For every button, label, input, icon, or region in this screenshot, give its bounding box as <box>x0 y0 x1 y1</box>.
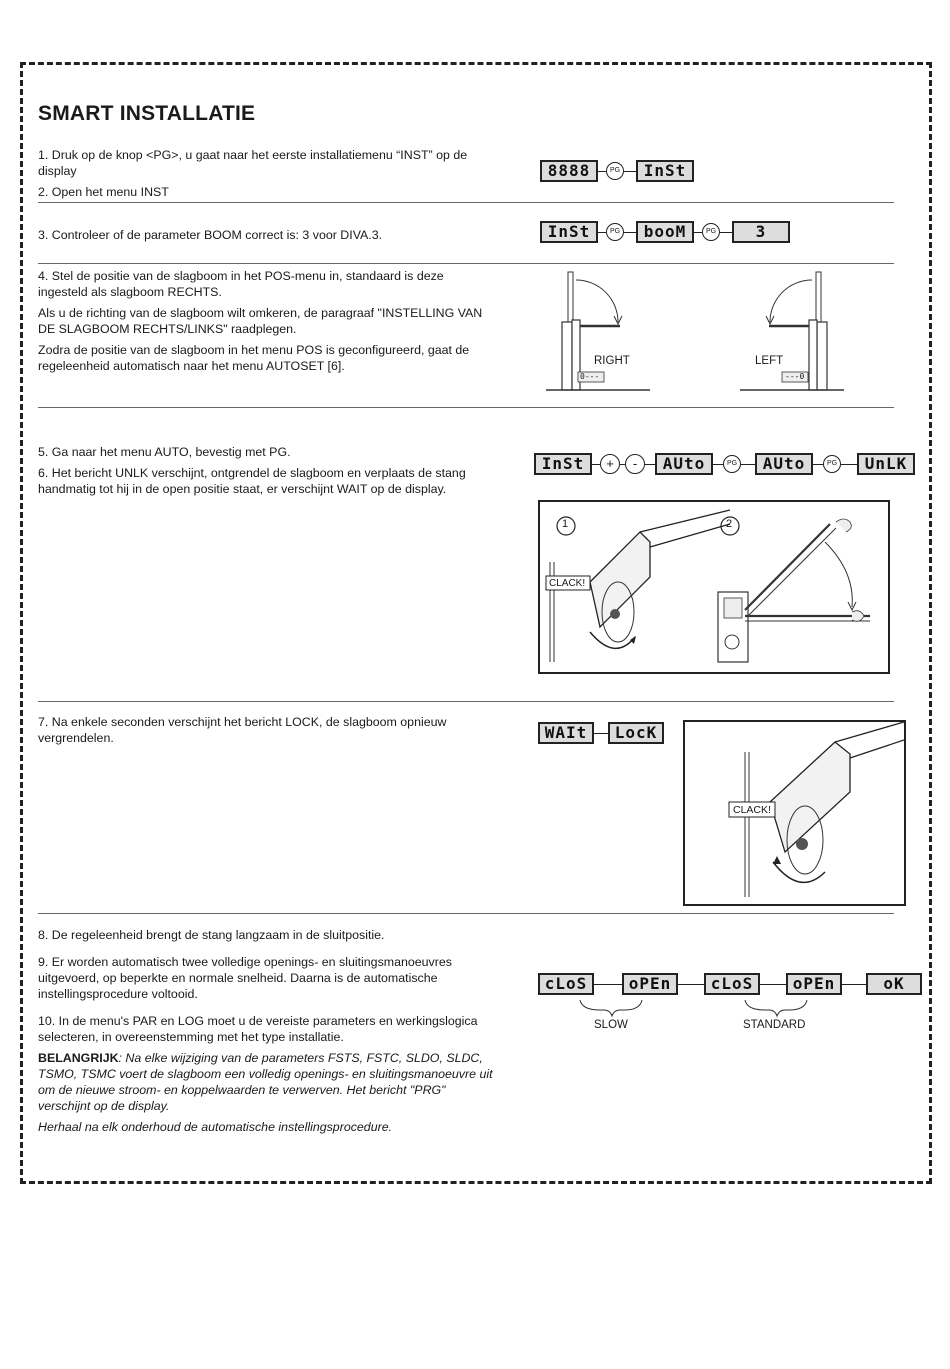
divider <box>38 202 894 203</box>
repeat-note: Herhaal na elk onderhoud de automatische instellingsprocedure. <box>38 1120 393 1134</box>
step-1-2-text <box>38 147 496 205</box>
display-clos: cLoS <box>704 973 760 995</box>
display-auto: AUto <box>755 453 813 475</box>
important-label: BELANGRIJK <box>38 1051 119 1065</box>
connector <box>720 232 732 233</box>
connector <box>594 984 622 985</box>
step-9: 9. Er worden automatisch twee volledige openings- en sluitingsmanoeuvres uitgevoerd, op beperkte en normale snelheid. Daarna is de automatische instellingsprocedure voltooid. <box>38 955 452 1001</box>
connector <box>760 984 786 985</box>
step-5: 5. Ga naar het menu AUTO, bevestig met PG. <box>38 445 291 459</box>
display-boom: booM <box>636 221 694 243</box>
display-unlk: UnLK <box>857 453 915 475</box>
scene-2-raise-boom <box>718 519 870 662</box>
right-display-value: 0--- <box>580 372 600 381</box>
connector <box>592 464 600 465</box>
connector <box>624 171 636 172</box>
connector <box>645 464 655 465</box>
connector <box>598 171 606 172</box>
step-3-text <box>38 227 496 248</box>
connector <box>624 232 636 233</box>
display-3: 3 <box>732 221 790 243</box>
unlock-illustration-panel <box>538 500 890 674</box>
step-4a: 4. Stel de positie van de slagboom in het POS-menu in, standaard is deze ingesteld als slagboom RECHTS. <box>38 269 444 299</box>
display-wait: WAIt <box>538 722 594 744</box>
divider <box>38 913 894 914</box>
display-lock: LocK <box>608 722 664 744</box>
connector <box>842 984 866 985</box>
left-label: LEFT <box>755 355 784 367</box>
connector <box>594 733 608 734</box>
step-8: 8. De regeleenheid brengt de stang langzaam in de sluitpositie. <box>38 928 385 942</box>
connector <box>841 464 857 465</box>
step-2: 2. Open het menu INST <box>38 185 169 199</box>
display-8888: 8888 <box>540 160 598 182</box>
connector <box>813 464 823 465</box>
step-7: 7. Na enkele seconden verschijnt het bericht LOCK, de slagboom opnieuw vergrendelen. <box>38 715 447 745</box>
scene-number-2: 2 <box>726 518 733 530</box>
connector <box>694 232 702 233</box>
right-label: RIGHT <box>594 355 630 367</box>
step-8-10-text <box>38 927 496 1140</box>
clack-label: CLACK! <box>549 578 586 589</box>
display-inst: InSt <box>636 160 694 182</box>
pg-button-icon: PG <box>723 455 741 473</box>
step-4-text <box>38 268 496 379</box>
step-3: 3. Controleer of de parameter BOOM correct is: 3 voor DIVA.3. <box>38 228 383 242</box>
display-inst: InSt <box>534 453 592 475</box>
step-1: 1. Druk op de knop <PG>, u gaat naar het eerste installatiemenu “INST” op de display <box>38 148 468 178</box>
pg-button-icon: PG <box>702 223 720 241</box>
display-inst: InSt <box>540 221 598 243</box>
unlock-illustration <box>540 502 888 672</box>
connector <box>713 464 723 465</box>
minus-button-icon: - <box>625 454 645 474</box>
connector <box>741 464 755 465</box>
slow-label: SLOW <box>594 1019 628 1031</box>
plus-button-icon: + <box>600 454 620 474</box>
step-6: 6. Het bericht UNLK verschijnt, ontgrendel de slagboom en verplaats de stang handmatig tot hij in de open positie staat, er verschijnt WAIT op de display. <box>38 466 466 496</box>
left-display-value: ---0 <box>785 372 805 381</box>
display-open: oPEn <box>622 973 678 995</box>
divider <box>38 263 894 264</box>
step-4b: Als u de richting van de slagboom wilt omkeren, de paragraaf "INSTELLING VAN DE SLAGBOOM RECHTS/LINKS" raadplegen. <box>38 306 483 336</box>
standard-label: STANDARD <box>743 1019 806 1031</box>
display-ok: oK <box>866 973 922 995</box>
step-4c: Zodra de positie van de slagboom in het menu POS is geconfigureerd, gaat de regeleenheid automatisch naar het menu AUTOSET [6]. <box>38 343 470 373</box>
step-10: 10. In de menu's PAR en LOG moet u de vereiste parameters en werkingslogica selecteren, in overeenstemming met het type installatie. <box>38 1014 478 1044</box>
divider <box>38 407 894 408</box>
connector <box>598 232 606 233</box>
step-7-text <box>38 714 496 751</box>
pg-button-icon: PG <box>606 223 624 241</box>
step-5-6-text <box>38 444 496 502</box>
clack-label: CLACK! <box>733 804 771 816</box>
pg-button-icon: PG <box>606 162 624 180</box>
scene-number-1: 1 <box>562 518 569 530</box>
pg-button-icon: PG <box>823 455 841 473</box>
connector <box>678 984 704 985</box>
display-clos: cLoS <box>538 973 594 995</box>
page-title: SMART INSTALLATIE <box>38 102 256 125</box>
display-auto: AUto <box>655 453 713 475</box>
display-open: oPEn <box>786 973 842 995</box>
important-note <box>38 1050 496 1114</box>
important-text: : Na elke wijziging van de parameters FSTS, FSTC, SLDO, SLDC, TSMO, TSMC voert de slagboom een volledig openings- en sluitingsmanoeuvre uit om de nieuwe stroom- en koppelwaarden te verwerven. Het bericht "PRG" verschijnt op de display. <box>38 1051 493 1113</box>
speed-brackets <box>570 998 810 1018</box>
lock-illustration <box>685 722 904 904</box>
lock-illustration-panel <box>683 720 906 906</box>
divider <box>38 701 894 702</box>
